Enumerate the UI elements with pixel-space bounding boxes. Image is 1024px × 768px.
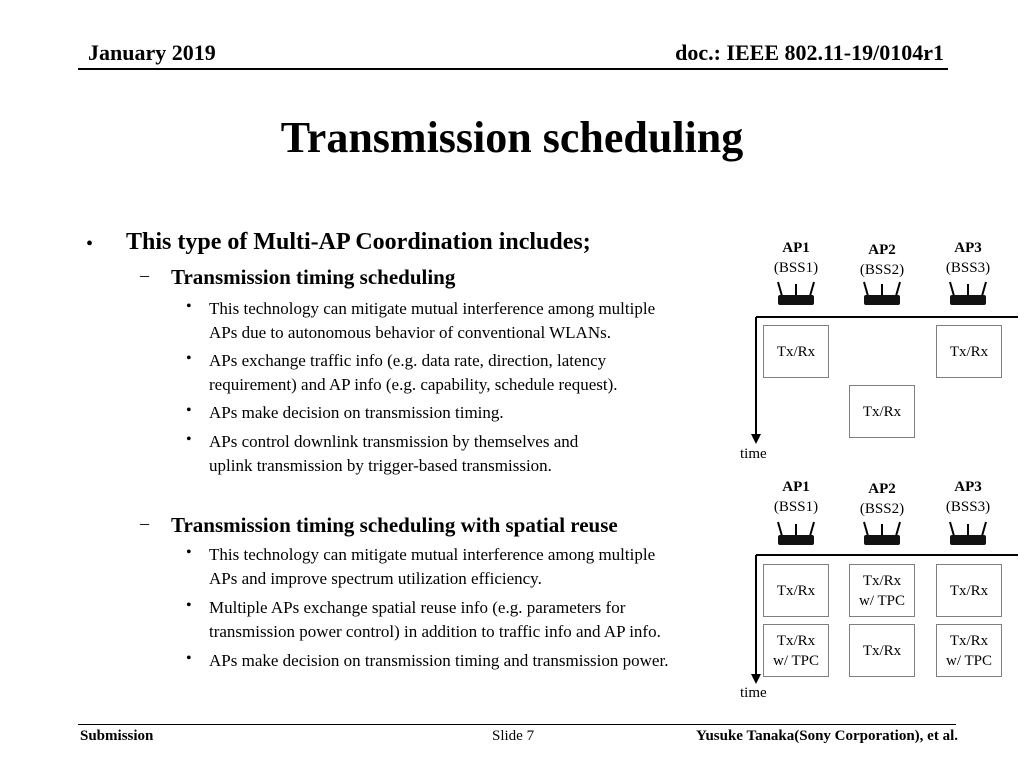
header-date: January 2019 bbox=[88, 40, 216, 65]
sub-bullet-mark: • bbox=[186, 544, 192, 561]
header-divider bbox=[78, 68, 948, 70]
time-label: time bbox=[740, 446, 767, 462]
dash-mark: – bbox=[140, 265, 149, 285]
router-icon bbox=[948, 280, 988, 308]
tx-rx-box: Tx/Rx bbox=[936, 564, 1002, 617]
tx-rx-box: Tx/Rx bbox=[849, 624, 915, 677]
sub-bullet-mark: • bbox=[186, 650, 192, 667]
bullet-mark: • bbox=[86, 233, 94, 255]
ap-label: AP1 (BSS1) bbox=[773, 240, 819, 276]
ap-label: AP1 (BSS1) bbox=[773, 479, 819, 515]
bullet-item: This technology can mitigate mutual interference among multiple APs and improve spectrum utilization efficiency. bbox=[209, 545, 656, 588]
ap-label: AP2 (BSS2) bbox=[859, 242, 905, 278]
bullet-item: APs make decision on transmission timing and transmission power. bbox=[209, 651, 669, 670]
slide-title: Transmission scheduling bbox=[280, 113, 744, 162]
bullet-main: This type of Multi-AP Coordination includes; bbox=[126, 229, 591, 255]
router-icon bbox=[862, 520, 902, 548]
router-icon bbox=[948, 520, 988, 548]
tx-rx-tpc-box: Tx/Rx w/ TPC bbox=[849, 564, 915, 617]
ap-label: AP3 (BSS3) bbox=[945, 240, 991, 276]
section-heading-2: Transmission timing scheduling with spatial reuse bbox=[171, 513, 618, 537]
tx-rx-box: Tx/Rx bbox=[763, 564, 829, 617]
tx-rx-tpc-box: Tx/Rx w/ TPC bbox=[763, 624, 829, 677]
header-doc-id: doc.: IEEE 802.11-19/0104r1 bbox=[675, 40, 944, 65]
sub-bullet-mark: • bbox=[186, 597, 192, 614]
ap-label: AP3 (BSS3) bbox=[945, 479, 991, 515]
footer-divider bbox=[78, 724, 956, 725]
bullet-item: Multiple APs exchange spatial reuse info (e.g. parameters for transmission power control) in addition to traffic info and AP info. bbox=[209, 598, 661, 641]
dash-mark: – bbox=[140, 513, 149, 533]
router-icon bbox=[776, 520, 816, 548]
sub-bullet-mark: • bbox=[186, 431, 192, 448]
bullet-item: APs make decision on transmission timing. bbox=[209, 403, 504, 422]
router-icon bbox=[862, 280, 902, 308]
bullet-item: APs control downlink transmission by themselves and uplink transmission by trigger-based transmission. bbox=[209, 432, 579, 475]
footer-author: Yusuke Tanaka(Sony Corporation), et al. bbox=[695, 728, 958, 744]
tx-rx-box: Tx/Rx bbox=[763, 325, 829, 378]
time-label: time bbox=[740, 685, 767, 701]
router-icon bbox=[776, 280, 816, 308]
tx-rx-box: Tx/Rx bbox=[936, 325, 1002, 378]
footer-slide-number: Slide 7 bbox=[492, 728, 535, 744]
bullet-item: This technology can mitigate mutual interference among multiple APs due to autonomous behavior of conventional WLANs. bbox=[209, 299, 656, 342]
bullet-item: APs exchange traffic info (e.g. data rate, direction, latency requirement) and AP info (e.g. capability, schedule request). bbox=[209, 351, 618, 394]
tx-rx-box: Tx/Rx bbox=[849, 385, 915, 438]
footer-submission: Submission bbox=[80, 728, 154, 744]
section-heading-1: Transmission timing scheduling bbox=[171, 265, 456, 289]
tx-rx-tpc-box: Tx/Rx w/ TPC bbox=[936, 624, 1002, 677]
sub-bullet-mark: • bbox=[186, 350, 192, 367]
ap-label: AP2 (BSS2) bbox=[859, 481, 905, 517]
sub-bullet-mark: • bbox=[186, 298, 192, 315]
sub-bullet-mark: • bbox=[186, 402, 192, 419]
